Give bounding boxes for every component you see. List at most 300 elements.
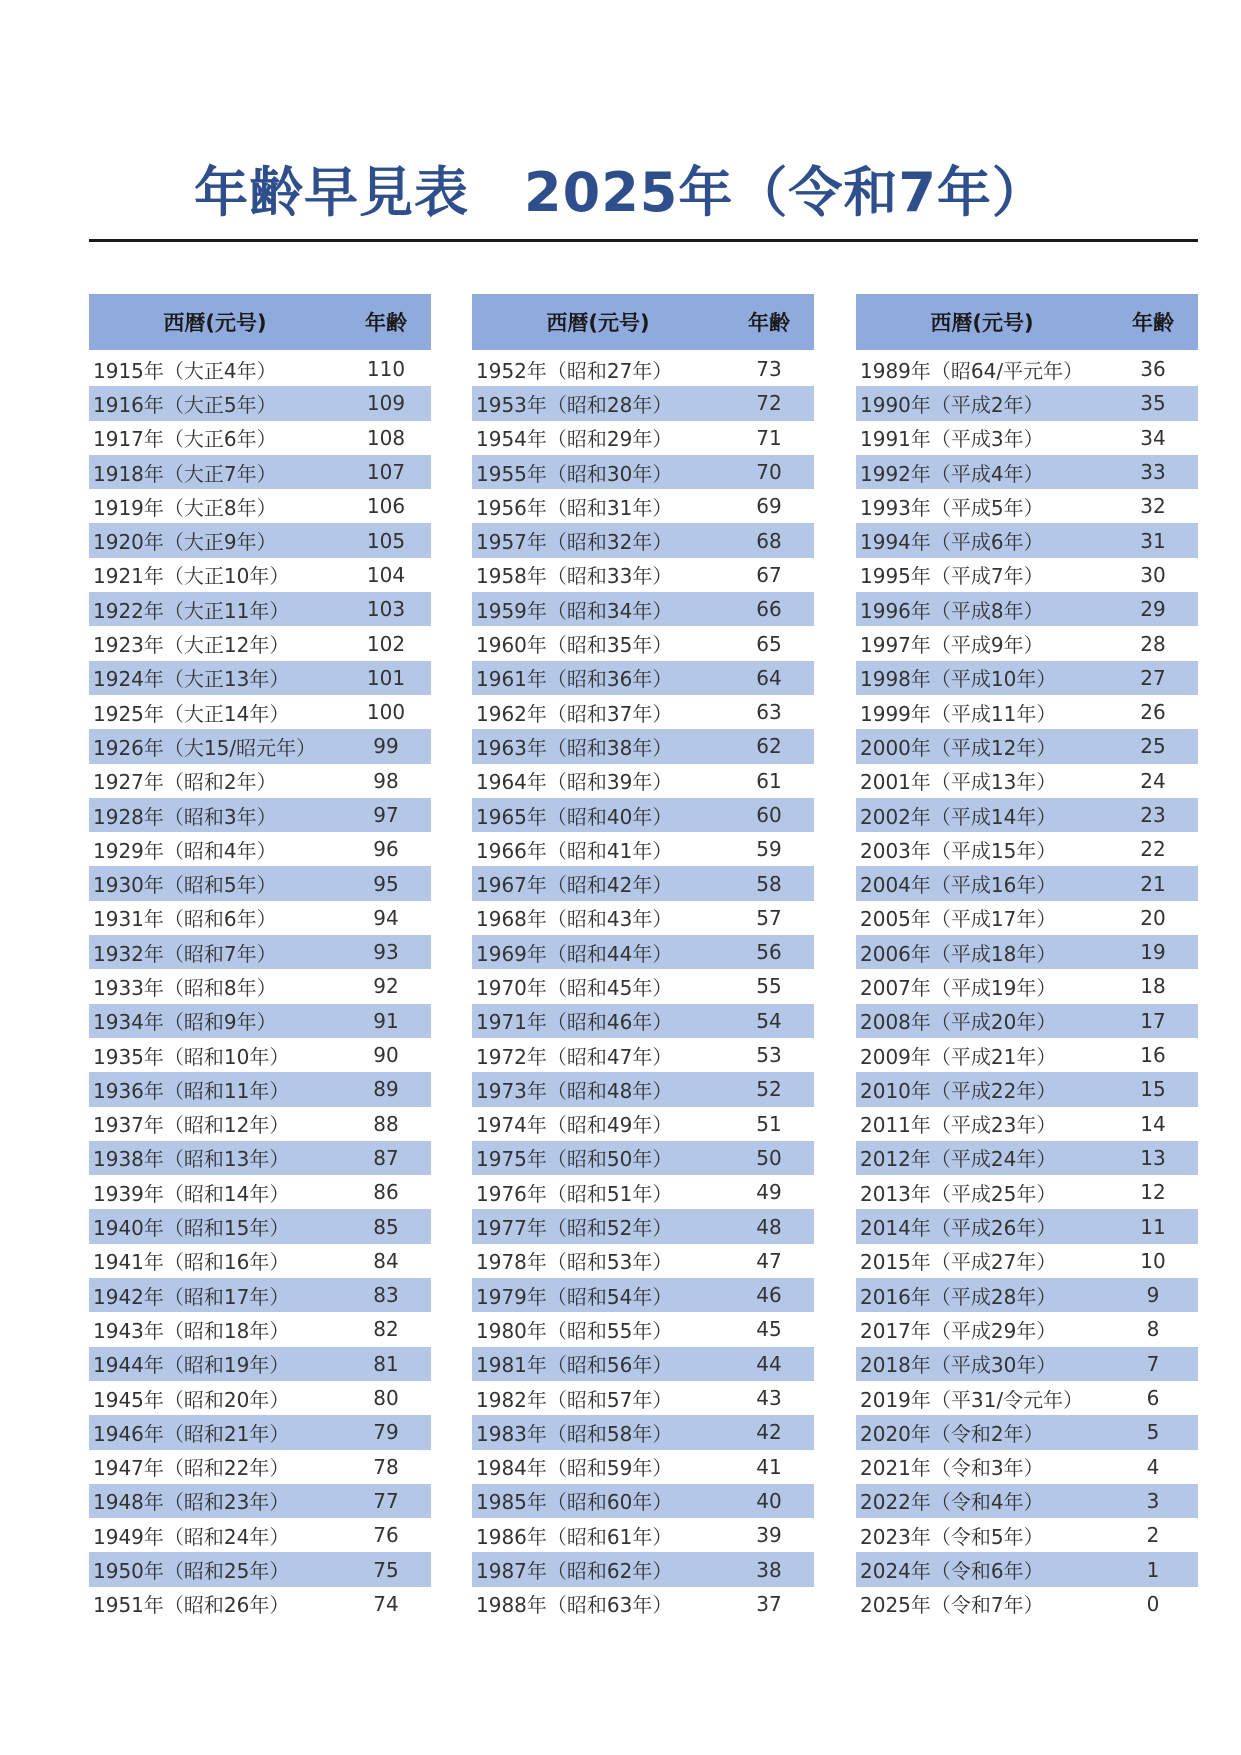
age-cell: 6: [1146, 1386, 1160, 1411]
era-cell: 2025年（令和7年）: [860, 1593, 1044, 1618]
table-row: [89, 764, 431, 798]
table-row: [89, 901, 431, 935]
era-cell: 1953年（昭和28年）: [476, 392, 673, 417]
era-cell: 2008年（平成20年）: [860, 1010, 1057, 1035]
era-cell: 1958年（昭和33年）: [476, 564, 673, 589]
age-cell: 10: [1140, 1248, 1166, 1273]
age-cell: 0: [1146, 1591, 1160, 1616]
table-row: [856, 1552, 1198, 1586]
era-cell: 1970年（昭和45年）: [476, 975, 673, 1000]
era-cell: 1931年（昭和6年）: [93, 907, 277, 932]
table-row: [856, 455, 1198, 489]
era-cell: 1920年（大正9年）: [93, 530, 277, 555]
era-cell: 1969年（昭和44年）: [476, 941, 673, 966]
era-cell: 1984年（昭和59年）: [476, 1456, 673, 1481]
age-cell: 42: [756, 1420, 782, 1445]
table-row: [472, 969, 814, 1003]
age-cell: 98: [373, 768, 399, 793]
era-cell: 1955年（昭和30年）: [476, 461, 673, 486]
age-cell: 50: [756, 1145, 782, 1170]
era-cell: 1978年（昭和53年）: [476, 1250, 673, 1275]
era-cell: 1975年（昭和50年）: [476, 1147, 673, 1172]
table-row: [89, 1381, 431, 1415]
table-row: [856, 729, 1198, 763]
table-row: [472, 421, 814, 455]
table-row: [856, 489, 1198, 523]
era-cell: 1983年（昭和58年）: [476, 1421, 673, 1446]
header-age: 年齢: [748, 311, 790, 335]
era-cell: 1991年（平成3年）: [860, 427, 1044, 452]
era-cell: 2022年（令和4年）: [860, 1490, 1044, 1515]
era-cell: 1925年（大正14年）: [93, 701, 290, 726]
table-row: [89, 592, 431, 626]
table-row: [89, 1141, 431, 1175]
table-row: [472, 935, 814, 969]
table-row: [89, 832, 431, 866]
era-cell: 1932年（昭和7年）: [93, 941, 277, 966]
era-cell: 1921年（大正10年）: [93, 564, 290, 589]
era-cell: 2015年（平成27年）: [860, 1250, 1057, 1275]
era-cell: 1979年（昭和54年）: [476, 1284, 673, 1309]
table-row: [856, 1415, 1198, 1449]
age-cell: 39: [756, 1523, 782, 1548]
era-cell: 1995年（平成7年）: [860, 564, 1044, 589]
era-cell: 1996年（平成8年）: [860, 598, 1044, 623]
table-row: [89, 1107, 431, 1141]
era-cell: 2000年（平成12年）: [860, 735, 1057, 760]
age-cell: 97: [373, 803, 399, 827]
table-row: [472, 1244, 814, 1278]
age-cell: 24: [1140, 768, 1166, 793]
table-row: [856, 1381, 1198, 1415]
age-cell: 12: [1140, 1180, 1166, 1205]
table-row: [472, 1209, 814, 1243]
era-cell: 1961年（昭和36年）: [476, 667, 673, 692]
era-cell: 1936年（昭和11年）: [93, 1078, 290, 1103]
table-row: [472, 866, 814, 900]
era-cell: 1982年（昭和57年）: [476, 1387, 673, 1412]
table-row: [472, 832, 814, 866]
table-row: [89, 969, 431, 1003]
table-row: [89, 1347, 431, 1381]
table-row: [472, 1038, 814, 1072]
table-row: [472, 1278, 814, 1312]
table-row: [472, 901, 814, 935]
table-row: [89, 1552, 431, 1586]
age-cell: 79: [373, 1420, 399, 1445]
table-row: [472, 1450, 814, 1484]
era-cell: 1938年（昭和13年）: [93, 1147, 290, 1172]
table-row: [856, 421, 1198, 455]
table-row: [856, 798, 1198, 832]
age-cell: 77: [373, 1488, 399, 1513]
era-cell: 2001年（平成13年）: [860, 770, 1057, 795]
era-cell: 2006年（平成18年）: [860, 941, 1057, 966]
table-row: [856, 352, 1198, 386]
table-row: [472, 695, 814, 729]
age-cell: 89: [373, 1077, 399, 1102]
table-row: [89, 626, 431, 660]
age-cell: 76: [373, 1523, 399, 1548]
era-cell: 1947年（昭和22年）: [93, 1456, 290, 1481]
era-cell: 1998年（平成10年）: [860, 667, 1057, 692]
age-cell: 59: [756, 837, 782, 862]
era-cell: 1915年（大正4年）: [93, 358, 277, 383]
era-cell: 1990年（平成2年）: [860, 392, 1044, 417]
table-row: [856, 1518, 1198, 1552]
age-cell: 9: [1146, 1283, 1160, 1308]
era-cell: 1977年（昭和52年）: [476, 1216, 673, 1241]
age-cell: 7: [1146, 1351, 1160, 1376]
table-row: [856, 901, 1198, 935]
age-cell: 41: [756, 1454, 782, 1479]
age-cell: 107: [366, 460, 406, 485]
table-row: [856, 832, 1198, 866]
table-row: [89, 1518, 431, 1552]
table-row: [89, 1450, 431, 1484]
table-row: [89, 1587, 431, 1621]
era-cell: 1939年（昭和14年）: [93, 1181, 290, 1206]
era-cell: 1945年（昭和20年）: [93, 1387, 290, 1412]
header-era: 西暦(元号): [546, 311, 650, 335]
era-cell: 1948年（昭和23年）: [93, 1490, 290, 1515]
age-cell: 1: [1146, 1557, 1160, 1582]
age-cell: 23: [1140, 803, 1166, 827]
age-cell: 81: [373, 1351, 399, 1376]
table-row: [89, 1312, 431, 1346]
table-row: [472, 1518, 814, 1552]
age-cell: 87: [373, 1145, 399, 1170]
age-cell: 34: [1140, 425, 1166, 450]
table-body: [856, 352, 1198, 1621]
table-row: [89, 729, 431, 763]
table-row: [472, 592, 814, 626]
era-cell: 1929年（昭和4年）: [93, 838, 277, 863]
age-cell: 93: [373, 940, 399, 965]
age-cell: 5: [1146, 1420, 1160, 1445]
table-row: [472, 1175, 814, 1209]
era-cell: 1951年（昭和26年）: [93, 1593, 290, 1618]
age-cell: 20: [1140, 905, 1166, 930]
age-cell: 56: [756, 940, 782, 965]
era-cell: 2003年（平成15年）: [860, 838, 1057, 863]
era-cell: 1949年（昭和24年）: [93, 1524, 290, 1549]
era-cell: 2017年（平成29年）: [860, 1318, 1057, 1343]
era-cell: 1987年（昭和62年）: [476, 1559, 673, 1584]
era-cell: 1928年（昭和3年）: [93, 804, 277, 829]
table-row: [89, 1004, 431, 1038]
table-row: [89, 695, 431, 729]
age-cell: 80: [373, 1386, 399, 1411]
era-cell: 1918年（大正7年）: [93, 461, 277, 486]
age-cell: 68: [756, 528, 782, 553]
era-cell: 2023年（令和5年）: [860, 1524, 1044, 1549]
table-header: [89, 294, 431, 350]
age-cell: 44: [756, 1351, 782, 1376]
era-cell: 1999年（平成11年）: [860, 701, 1057, 726]
age-cell: 52: [756, 1077, 782, 1102]
header-age: 年齢: [365, 311, 407, 335]
era-cell: 2018年（平成30年）: [860, 1353, 1057, 1378]
era-cell: 1952年（昭和27年）: [476, 358, 673, 383]
era-cell: 2020年（令和2年）: [860, 1421, 1044, 1446]
era-cell: 1957年（昭和32年）: [476, 530, 673, 555]
era-cell: 1976年（昭和51年）: [476, 1181, 673, 1206]
table-row: [472, 764, 814, 798]
era-cell: 1923年（大正12年）: [93, 633, 290, 658]
era-cell: 2021年（令和3年）: [860, 1456, 1044, 1481]
table-row: [89, 1415, 431, 1449]
age-cell: 86: [373, 1180, 399, 1205]
age-cell: 46: [756, 1283, 782, 1308]
age-cell: 60: [756, 803, 782, 827]
era-cell: 1930年（昭和5年）: [93, 873, 277, 898]
era-cell: 1935年（昭和10年）: [93, 1044, 290, 1069]
age-cell: 45: [756, 1317, 782, 1342]
table-row: [856, 1072, 1198, 1106]
age-cell: 17: [1140, 1008, 1166, 1033]
era-cell: 1922年（大正11年）: [93, 598, 290, 623]
era-cell: 2013年（平成25年）: [860, 1181, 1057, 1206]
table-header: [472, 294, 814, 350]
age-cell: 30: [1140, 562, 1166, 587]
age-cell: 83: [373, 1283, 399, 1308]
table-row: [89, 1484, 431, 1518]
era-cell: 1960年（昭和35年）: [476, 633, 673, 658]
era-cell: 2005年（平成17年）: [860, 907, 1057, 932]
table-row: [856, 1141, 1198, 1175]
age-cell: 35: [1140, 391, 1166, 416]
table-row: [89, 1175, 431, 1209]
table-row: [89, 661, 431, 695]
table-body: [89, 352, 431, 1621]
era-cell: 1926年（大15/昭元年）: [93, 735, 317, 760]
table-row: [472, 1141, 814, 1175]
age-cell: 95: [373, 871, 399, 896]
era-cell: 2010年（平成22年）: [860, 1078, 1057, 1103]
era-cell: 1968年（昭和43年）: [476, 907, 673, 932]
era-cell: 1916年（大正5年）: [93, 392, 277, 417]
table-row: [472, 1415, 814, 1449]
age-cell: 43: [756, 1386, 782, 1411]
table-row: [472, 489, 814, 523]
era-cell: 1993年（平成5年）: [860, 495, 1044, 520]
age-cell: 96: [373, 837, 399, 862]
age-cell: 103: [366, 597, 406, 622]
age-cell: 21: [1140, 871, 1166, 896]
table-row: [472, 626, 814, 660]
table-row: [472, 1587, 814, 1621]
age-cell: 72: [756, 391, 782, 416]
age-cell: 11: [1140, 1214, 1166, 1239]
era-cell: 1986年（昭和61年）: [476, 1524, 673, 1549]
age-cell: 8: [1146, 1317, 1160, 1342]
table-row: [856, 592, 1198, 626]
age-cell: 100: [366, 700, 406, 725]
table-row: [856, 935, 1198, 969]
era-cell: 1997年（平成9年）: [860, 633, 1044, 658]
era-cell: 1980年（昭和55年）: [476, 1318, 673, 1343]
age-cell: 22: [1140, 837, 1166, 862]
age-cell: 66: [756, 597, 782, 622]
table-row: [472, 661, 814, 695]
age-cell: 88: [373, 1111, 399, 1136]
era-cell: 2024年（令和6年）: [860, 1559, 1044, 1584]
age-cell: 65: [756, 631, 782, 656]
table-row: [89, 1072, 431, 1106]
age-cell: 25: [1140, 734, 1166, 759]
table-row: [89, 352, 431, 386]
age-cell: 48: [756, 1214, 782, 1239]
age-cell: 33: [1140, 460, 1166, 485]
age-table-column-1: [89, 294, 431, 1621]
age-cell: 108: [366, 425, 406, 450]
age-cell: 67: [756, 562, 782, 587]
age-cell: 70: [756, 460, 782, 485]
age-cell: 55: [756, 974, 782, 999]
table-row: [856, 1587, 1198, 1621]
table-row: [856, 1038, 1198, 1072]
era-cell: 1946年（昭和21年）: [93, 1421, 290, 1446]
age-cell: 40: [756, 1488, 782, 1513]
table-row: [472, 558, 814, 592]
table-row: [856, 1209, 1198, 1243]
era-cell: 1981年（昭和56年）: [476, 1353, 673, 1378]
table-row: [472, 1107, 814, 1141]
era-cell: 1942年（昭和17年）: [93, 1284, 290, 1309]
page-title: 年齢早見表 2025年（令和7年）: [194, 161, 1047, 224]
era-cell: 1927年（昭和2年）: [93, 770, 277, 795]
table-row: [89, 798, 431, 832]
table-row: [472, 1484, 814, 1518]
era-cell: 1943年（昭和18年）: [93, 1318, 290, 1343]
age-cell: 16: [1140, 1043, 1166, 1068]
table-row: [856, 695, 1198, 729]
age-cell: 92: [373, 974, 399, 999]
age-cell: 27: [1140, 665, 1166, 690]
age-cell: 104: [366, 562, 406, 587]
table-row: [856, 626, 1198, 660]
era-cell: 2011年（平成23年）: [860, 1113, 1057, 1138]
age-cell: 15: [1140, 1077, 1166, 1102]
age-cell: 90: [373, 1043, 399, 1068]
age-cell: 69: [756, 494, 782, 519]
era-cell: 1994年（平成6年）: [860, 530, 1044, 555]
era-cell: 1989年（昭64/平元年）: [860, 358, 1084, 383]
table-row: [856, 1278, 1198, 1312]
age-cell: 53: [756, 1043, 782, 1068]
age-cell: 57: [756, 905, 782, 930]
age-table-column-2: [472, 294, 814, 1621]
age-cell: 109: [366, 391, 406, 416]
table-row: [472, 386, 814, 420]
table-row: [472, 798, 814, 832]
age-cell: 54: [756, 1008, 782, 1033]
era-cell: 1941年（昭和16年）: [93, 1250, 290, 1275]
table-row: [472, 1552, 814, 1586]
age-cell: 63: [756, 700, 782, 725]
era-cell: 1937年（昭和12年）: [93, 1113, 290, 1138]
age-cell: 38: [756, 1557, 782, 1582]
age-cell: 32: [1140, 494, 1166, 519]
era-cell: 2012年（平成24年）: [860, 1147, 1057, 1172]
age-cell: 105: [366, 528, 406, 553]
table-row: [856, 558, 1198, 592]
age-cell: 37: [756, 1591, 782, 1616]
age-cell: 75: [373, 1557, 399, 1582]
age-cell: 13: [1140, 1145, 1166, 1170]
era-cell: 1940年（昭和15年）: [93, 1216, 290, 1241]
era-cell: 1973年（昭和48年）: [476, 1078, 673, 1103]
age-cell: 26: [1140, 700, 1166, 725]
table-header: [856, 294, 1198, 350]
title-divider: [89, 239, 1198, 242]
table-row: [856, 1450, 1198, 1484]
era-cell: 1919年（大正8年）: [93, 495, 277, 520]
era-cell: 1959年（昭和34年）: [476, 598, 673, 623]
era-cell: 1950年（昭和25年）: [93, 1559, 290, 1584]
era-cell: 1934年（昭和9年）: [93, 1010, 277, 1035]
table-row: [856, 1244, 1198, 1278]
table-row: [472, 729, 814, 763]
era-cell: 1967年（昭和42年）: [476, 873, 673, 898]
age-cell: 99: [373, 734, 399, 759]
table-row: [472, 1381, 814, 1415]
table-row: [472, 352, 814, 386]
age-cell: 78: [373, 1454, 399, 1479]
table-row: [472, 523, 814, 557]
age-cell: 85: [373, 1214, 399, 1239]
table-row: [89, 558, 431, 592]
age-cell: 94: [373, 905, 399, 930]
era-cell: 2009年（平成21年）: [860, 1044, 1057, 1069]
table-row: [89, 489, 431, 523]
era-cell: 1954年（昭和29年）: [476, 427, 673, 452]
table-row: [89, 1038, 431, 1072]
age-cell: 2: [1146, 1523, 1160, 1548]
table-row: [856, 1004, 1198, 1038]
age-cell: 61: [756, 768, 782, 793]
table-row: [472, 1312, 814, 1346]
age-cell: 31: [1140, 528, 1166, 553]
era-cell: 1964年（昭和39年）: [476, 770, 673, 795]
table-row: [89, 523, 431, 557]
era-cell: 1944年（昭和19年）: [93, 1353, 290, 1378]
table-row: [856, 1347, 1198, 1381]
era-cell: 1966年（昭和41年）: [476, 838, 673, 863]
age-table-column-3: [856, 294, 1198, 1621]
age-cell: 64: [756, 665, 782, 690]
table-row: [89, 455, 431, 489]
age-cell: 106: [366, 494, 406, 519]
age-cell: 36: [1140, 357, 1166, 382]
table-row: [856, 1107, 1198, 1141]
era-cell: 2016年（平成28年）: [860, 1284, 1057, 1309]
era-cell: 1933年（昭和8年）: [93, 975, 277, 1000]
era-cell: 2002年（平成14年）: [860, 804, 1057, 829]
table-row: [856, 1312, 1198, 1346]
age-cell: 84: [373, 1248, 399, 1273]
age-cell: 29: [1140, 597, 1166, 622]
table-row: [856, 866, 1198, 900]
table-row: [89, 866, 431, 900]
age-cell: 14: [1140, 1111, 1166, 1136]
era-cell: 1972年（昭和47年）: [476, 1044, 673, 1069]
age-cell: 18: [1140, 974, 1166, 999]
era-cell: 1965年（昭和40年）: [476, 804, 673, 829]
age-cell: 73: [756, 357, 782, 382]
era-cell: 2019年（平31/令元年）: [860, 1387, 1084, 1412]
